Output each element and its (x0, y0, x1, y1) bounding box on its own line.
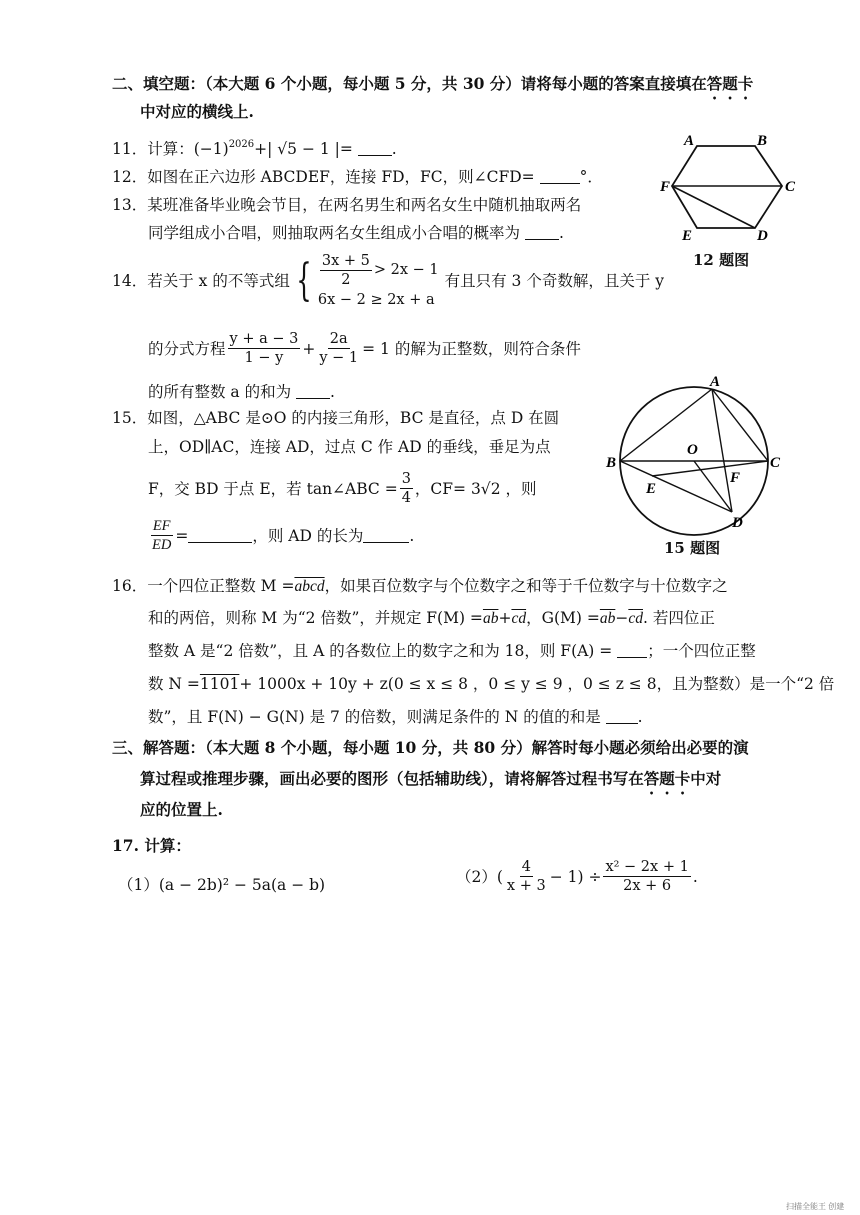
q14-post: 有且只有 3 个奇数解，且关于 y (444, 272, 665, 290)
q13-line2-row (148, 222, 564, 244)
q16-line3a: 整数 A 是“2 倍数”，且 A 的各数位上的数字之和为 18，则 F(A) = (148, 642, 618, 660)
q16-line3b: ；一个四位正整 (647, 642, 756, 660)
q16-answer-blank-2[interactable] (606, 709, 638, 724)
q11-exponent: 2026 (228, 139, 255, 150)
q12-number: 12． (112, 168, 148, 186)
fig15-label-d: D (732, 515, 743, 531)
section3-line1: （本大题 8 个小题，每小题 10 分，共 80 分）解答时每小题必须给出必要的演 (205, 738, 749, 757)
q13-line1: 某班准备毕业晚会节目，在两名男生和两名女生中随机抽取两名 (147, 196, 582, 214)
q14-system (318, 252, 439, 311)
q15-line3b: ，CF= 3√2 ，则 (414, 479, 537, 498)
section3-line2a: 算过程或推理步骤，画出必要的图形（包括辅助线），请将解答过程书写在 (140, 769, 644, 788)
q14-brace: { (296, 255, 312, 306)
q14-answer-blank[interactable] (296, 384, 330, 399)
q17-p2-f2-numerator: x² − 2x + 1 (605, 859, 689, 875)
q15-answer-blank-1[interactable] (188, 528, 252, 543)
fig12-label-c: C (785, 179, 796, 195)
q14-ineq1-rhs: > 2x − 1 (373, 262, 439, 278)
question-15 (112, 407, 559, 429)
q16-cd-2: $\overline{cd}$ (628, 610, 643, 627)
figure-12-caption: 12 题图 (693, 251, 750, 269)
figure-15-circle (600, 372, 790, 538)
q16-number: 16． (112, 577, 148, 595)
fig15-label-o: O (687, 442, 698, 458)
q13-answer-blank[interactable] (525, 225, 559, 240)
section2-intro: （本大题 6 个小题，每小题 5 分，共 30 分）请将每小题的答案直接填在 (205, 74, 707, 93)
section3-line2 (140, 768, 721, 798)
q15-line2: 上，OD∥AC，连接 AD，过点 C 作 AD 的垂线，垂足为点 (148, 438, 551, 456)
q15-line4a: = (175, 526, 189, 545)
q17-p2-f1-denominator: x + 3 (506, 878, 546, 894)
figure-12-hexagon (660, 132, 800, 244)
q16-plus: + (498, 609, 512, 627)
q11-number: 11． (112, 140, 148, 158)
q15-tan-numerator: 3 (401, 471, 411, 487)
question-14 (112, 252, 665, 308)
section3-answer-card: 答题卡 (643, 769, 691, 788)
q13-end: . (558, 224, 564, 242)
q16-line3 (148, 640, 756, 662)
section2-header (112, 73, 753, 103)
q16-minus: − (615, 609, 629, 627)
q12-end: °． (579, 168, 603, 186)
q15-end: . (409, 526, 415, 545)
q11-text1: 计算：(−1) (147, 140, 229, 158)
q14-line3-text: 的所有整数 a 的和为 (148, 383, 297, 401)
q14-line2-pre: 的分式方程 (148, 339, 226, 358)
section2-answer-card: 答题卡 (706, 74, 754, 93)
q15-line3 (148, 470, 536, 507)
q14-pre: 若关于 x 的不等式组 (147, 272, 290, 290)
section3-header (112, 737, 749, 759)
question-16 (112, 575, 728, 598)
q14-ineq2: 6x − 2 ≥ 2x + a (317, 291, 435, 308)
q16-line2a: 和的两倍，则称 M 为“2 倍数”，并规定 F(M) = (148, 609, 483, 627)
q17-p2-mid: − 1) ÷ (549, 867, 602, 886)
q16-line1a: 一个四位正整数 M = (147, 577, 295, 595)
q14-line3 (148, 381, 335, 403)
q17-p2-f2-denominator: 2x + 6 (623, 878, 672, 894)
q16-abcd: abcd (294, 578, 325, 595)
q16-cd: $\overline{cd}$ (511, 610, 527, 627)
q12-text: 如图在正六边形 ABCDEF，连接 FD，FC，则∠CFD= (147, 168, 540, 186)
q11-end: . (391, 140, 397, 158)
figure-15-caption: 15 题图 (664, 539, 721, 557)
fig15-label-b: B (606, 455, 617, 471)
q14-eq: = 1 的解为正整数，则符合条件 (362, 339, 581, 358)
q14-line2 (148, 330, 581, 367)
q17-part2 (456, 858, 698, 895)
q16-line5-text: 数”，且 F(N) − G(N) 是 7 的倍数，则满足条件的 N 的值的和是 (148, 708, 606, 726)
q16-answer-blank-1[interactable] (617, 643, 647, 658)
fig12-label-d: D (757, 228, 768, 244)
q14-number: 14． (112, 272, 148, 290)
fig12-label-b: B (757, 133, 768, 149)
q16-line4 (148, 673, 834, 695)
q13-number: 13． (112, 196, 148, 214)
q17-part1: （1）(a − 2b)² − 5a(a − b) (118, 876, 326, 894)
q14-end: . (330, 383, 335, 401)
q17-p2-f1-numerator: 4 (521, 859, 531, 875)
q16-line2b: ，G(M) = (526, 609, 600, 627)
q15-ef: EF (152, 518, 171, 534)
section2-intro-line2: 中对应的横线上. (140, 102, 254, 121)
q15-line1: 如图，△ABC 是⊙O 的内接三角形，BC 是直径，点 D 在圆 (147, 409, 560, 427)
q14-f2-numerator: 2a (329, 331, 348, 347)
q14-ineq1-denominator: 2 (341, 271, 351, 288)
question-11 (112, 134, 397, 160)
section3-line3: 应的位置上. (140, 800, 223, 819)
q15-line4 (148, 517, 414, 554)
section3-line2b: 中对 (690, 769, 722, 788)
scanner-watermark: 扫描全能王 创建 (786, 1202, 845, 1211)
q14-f1-denominator: 1 − y (244, 350, 284, 366)
q16-line5 (148, 706, 643, 728)
fig12-label-a: A (684, 133, 695, 149)
fig15-label-f: F (730, 470, 741, 486)
q16-end: . (637, 708, 643, 726)
q15-line3a: F，交 BD 于点 E，若 tan∠ABC = (148, 479, 398, 498)
q16-line4b: + 1000x + 10y + z(0 ≤ x ≤ 8 ，0 ≤ y ≤ 9 ，0 ≤ z ≤ 8，且为整数）是一个“2 倍 (239, 675, 835, 693)
q13-line2: 同学组成小合唱，则抽取两名女生组成小合唱的概率为 (148, 224, 525, 242)
q15-number: 15． (112, 409, 148, 427)
q14-plus: + (302, 339, 316, 358)
question-12 (112, 166, 603, 188)
question-13 (112, 194, 581, 216)
q14-ineq1-numerator: 3x + 5 (321, 252, 370, 269)
section2-title: 二、填空题： (112, 74, 206, 93)
q16-line2c: . 若四位正 (642, 609, 715, 627)
q15-line4b: ，则 AD 的长为 (252, 526, 364, 545)
q17-p2-pre: （2）( (456, 867, 503, 886)
fig12-label-e: E (682, 228, 693, 244)
q17-title: 17. 计算： (112, 836, 191, 855)
q12-answer-blank[interactable] (540, 169, 580, 184)
section3-title: 三、解答题： (112, 738, 206, 757)
q14-f1-numerator: y + a − 3 (229, 331, 299, 347)
q17-p2-end: . (692, 867, 698, 886)
q16-line4a: 数 N = (148, 675, 200, 693)
fig15-label-e: E (646, 481, 657, 497)
q15-tan-denominator: 4 (401, 490, 411, 506)
q16-line2 (148, 607, 715, 630)
q15-ed: ED (152, 537, 172, 553)
q15-answer-blank-2[interactable] (363, 528, 409, 543)
q11-text2: +| √5 − 1 |= (254, 140, 358, 158)
q11-answer-blank[interactable] (358, 141, 392, 156)
fig15-label-c: C (770, 455, 781, 471)
fig15-label-a: A (710, 374, 721, 390)
fig12-label-f: F (660, 179, 671, 195)
q16-line1b: ，如果百位数字与个位数字之和等于千位数字与十位数字之 (324, 577, 728, 595)
q14-f2-denominator: y − 1 (319, 350, 359, 366)
q16-ab: $\overline{ab}$ (482, 610, 499, 627)
q16-1101: 1101 (199, 675, 240, 693)
q16-ab-2: $\overline{ab}$ (599, 610, 616, 627)
